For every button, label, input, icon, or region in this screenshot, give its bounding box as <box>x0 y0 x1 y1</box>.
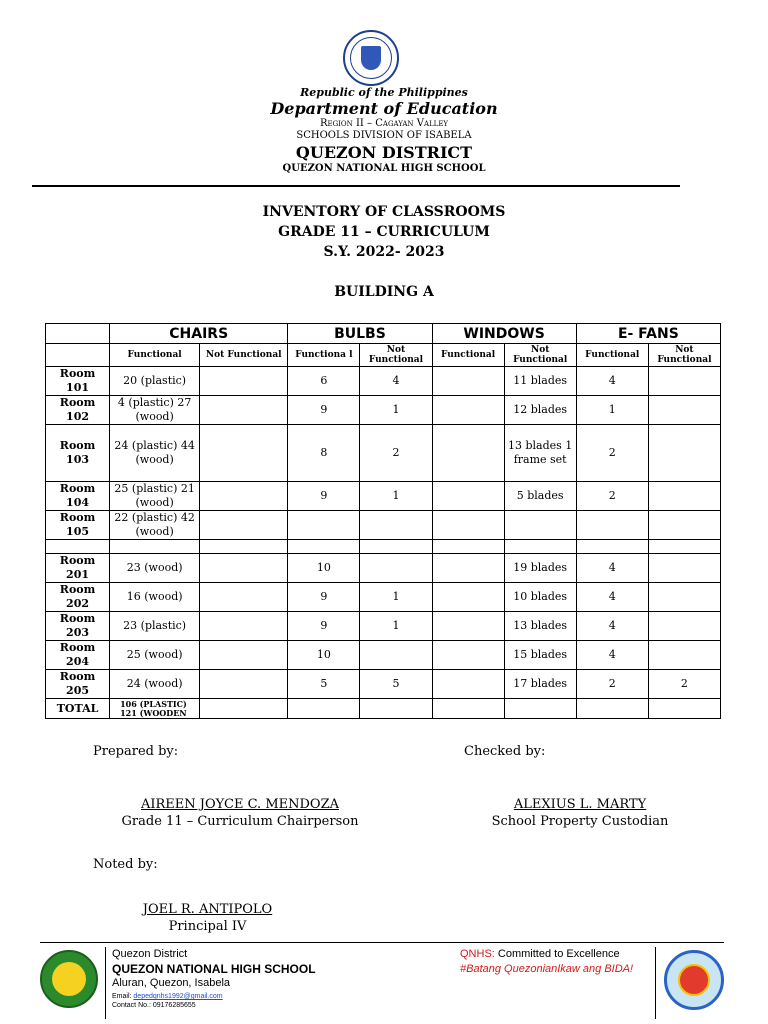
table-row <box>46 540 721 554</box>
sub-header: Not Functional <box>504 344 576 367</box>
room-cell: Room 103 <box>46 425 110 482</box>
table-row <box>46 641 721 670</box>
table-cell: 1 <box>360 612 432 641</box>
table-cell <box>360 641 432 670</box>
table-cell: 5 <box>288 670 360 699</box>
prepared-label: Prepared by: <box>93 744 179 759</box>
table-cell: 6 <box>288 367 360 396</box>
group-header-row <box>46 324 721 344</box>
table-cell <box>648 699 720 719</box>
table-cell <box>576 540 648 554</box>
footer-divider-right <box>655 947 656 1019</box>
table-cell: 5 blades <box>504 482 576 511</box>
table-cell <box>504 540 576 554</box>
checker-name: ALEXIUS L. MARTY <box>513 797 647 812</box>
table-cell <box>200 612 288 641</box>
table-cell: 10 <box>288 641 360 670</box>
footer-district: Quezon District <box>112 948 188 960</box>
footer-email-line <box>112 993 223 1000</box>
footer-school: QUEZON NATIONAL HIGH SCHOOL <box>112 962 316 976</box>
table-cell <box>200 367 288 396</box>
footer-divider-left <box>105 947 106 1019</box>
table-cell <box>648 425 720 482</box>
table-cell <box>648 367 720 396</box>
noter-name: JOEL R. ANTIPOLO <box>142 902 273 917</box>
checker-title: School Property Custodian <box>491 814 669 829</box>
table-cell <box>432 699 504 719</box>
table-cell: 1 <box>360 482 432 511</box>
doc-title-1: INVENTORY OF CLASSROOMS <box>262 204 506 220</box>
table-cell <box>200 641 288 670</box>
school-name: QUEZON NATIONAL HIGH SCHOOL <box>282 163 486 174</box>
doc-title-2: GRADE 11 – CURRICULUM <box>278 224 490 240</box>
table-cell <box>200 583 288 612</box>
table-cell: 20 (plastic) <box>110 367 200 396</box>
sub-header: Not Functional <box>648 344 720 367</box>
windows-header: WINDOWS <box>432 324 576 344</box>
table-cell: 19 blades <box>504 554 576 583</box>
sub-header: Not Functional <box>360 344 432 367</box>
table-cell <box>648 641 720 670</box>
table-row <box>46 367 721 396</box>
table-cell <box>432 583 504 612</box>
table-cell <box>648 482 720 511</box>
room-cell: Room 104 <box>46 482 110 511</box>
bida-logo-icon <box>664 950 724 1010</box>
table-cell <box>432 482 504 511</box>
table-cell: 16 (wood) <box>110 583 200 612</box>
table-cell <box>432 511 504 540</box>
table-cell <box>200 482 288 511</box>
region-line: Region II – Cagayan Valley <box>319 118 449 129</box>
table-cell <box>360 554 432 583</box>
room-cell: Room 102 <box>46 396 110 425</box>
table-cell <box>648 540 720 554</box>
noter-title: Principal IV <box>168 919 247 934</box>
table-cell <box>432 554 504 583</box>
doc-title-3: S.Y. 2022- 2023 <box>323 244 445 260</box>
table-row <box>46 670 721 699</box>
table-cell <box>200 511 288 540</box>
table-cell: 25 (plastic) 21 (wood) <box>110 482 200 511</box>
table-cell: 2 <box>576 670 648 699</box>
motto-prefix: QNHS: <box>460 948 495 960</box>
table-cell <box>288 540 360 554</box>
table-cell <box>576 511 648 540</box>
table-cell: 24 (wood) <box>110 670 200 699</box>
room-cell <box>46 540 110 554</box>
department-name: Department of Education <box>270 99 498 118</box>
table-cell: 22 (plastic) 42 (wood) <box>110 511 200 540</box>
table-cell: 25 (wood) <box>110 641 200 670</box>
email-label: Email: <box>112 993 132 1000</box>
sub-header: Functional <box>576 344 648 367</box>
table-cell <box>360 540 432 554</box>
room-cell: Room 203 <box>46 612 110 641</box>
table-row <box>46 612 721 641</box>
table-cell <box>432 425 504 482</box>
footer-address: Aluran, Quezon, Isabela <box>112 977 231 989</box>
table-row <box>46 482 721 511</box>
table-cell <box>360 511 432 540</box>
table-cell <box>648 583 720 612</box>
table-cell: 2 <box>360 425 432 482</box>
total-row <box>46 699 721 719</box>
table-cell: 12 blades <box>504 396 576 425</box>
table-cell: 4 <box>576 641 648 670</box>
sub-header: Functional <box>432 344 504 367</box>
table-cell <box>432 670 504 699</box>
table-cell: 23 (plastic) <box>110 612 200 641</box>
table-cell: 13 blades <box>504 612 576 641</box>
room-cell: Room 201 <box>46 554 110 583</box>
table-cell: 2 <box>576 482 648 511</box>
email-link[interactable]: depedqnhs1992@gmail.com <box>133 993 223 1000</box>
table-cell <box>576 699 648 719</box>
room-cell: Room 202 <box>46 583 110 612</box>
checked-label: Checked by: <box>464 744 546 759</box>
total-label: TOTAL <box>46 699 110 719</box>
table-cell <box>648 554 720 583</box>
table-cell: 17 blades <box>504 670 576 699</box>
table-cell <box>648 396 720 425</box>
chairs-header: CHAIRS <box>110 324 288 344</box>
table-cell: 2 <box>648 670 720 699</box>
table-cell: 10 <box>288 554 360 583</box>
inventory-table <box>45 323 721 719</box>
table-cell: 1 <box>360 583 432 612</box>
school-logo-icon <box>40 950 98 1008</box>
preparer-title: Grade 11 – Curriculum Chairperson <box>121 814 359 829</box>
sub-header-row <box>46 344 721 367</box>
footer-hashtag: #Batang QuezonianIkaw ang BIDA! <box>460 963 634 975</box>
table-row <box>46 396 721 425</box>
noted-label: Noted by: <box>93 857 158 872</box>
deped-seal-icon <box>343 30 399 86</box>
room-cell: Room 101 <box>46 367 110 396</box>
table-cell: 4 <box>576 612 648 641</box>
footer-contact: Contact No.: 09176285655 <box>112 1002 196 1009</box>
table-cell: 11 blades <box>504 367 576 396</box>
table-cell: 9 <box>288 396 360 425</box>
table-cell <box>200 554 288 583</box>
corner-cell <box>46 324 110 344</box>
motto-text: Committed to Excellence <box>497 948 620 960</box>
efans-header: E- FANS <box>576 324 720 344</box>
footer-motto <box>460 948 620 960</box>
table-cell <box>648 612 720 641</box>
table-row <box>46 511 721 540</box>
sub-header: Functiona l <box>288 344 360 367</box>
table-cell <box>432 396 504 425</box>
building-label: BUILDING A <box>334 284 434 300</box>
table-cell <box>200 540 288 554</box>
table-cell: 1 <box>576 396 648 425</box>
table-cell: 4 <box>576 554 648 583</box>
total-chairs-functional: 106 (PLASTIC) 121 (WOODEN <box>110 699 200 719</box>
table-cell <box>648 511 720 540</box>
room-cell: Room 205 <box>46 670 110 699</box>
district-name: QUEZON DISTRICT <box>295 143 473 162</box>
table-cell <box>288 511 360 540</box>
table-cell: 8 <box>288 425 360 482</box>
table-row <box>46 583 721 612</box>
table-cell: 9 <box>288 612 360 641</box>
table-cell: 10 blades <box>504 583 576 612</box>
table-cell: 13 blades 1 frame set <box>504 425 576 482</box>
table-cell <box>200 699 288 719</box>
republic-line: Republic of the Philippines <box>300 86 468 99</box>
table-cell: 23 (wood) <box>110 554 200 583</box>
header-divider <box>32 185 680 187</box>
table-cell: 5 <box>360 670 432 699</box>
corner-cell <box>46 344 110 367</box>
table-cell <box>432 367 504 396</box>
sub-header: Functional <box>110 344 200 367</box>
table-cell <box>110 540 200 554</box>
table-cell <box>288 699 360 719</box>
inventory-body <box>46 367 721 699</box>
table-cell <box>504 699 576 719</box>
room-cell: Room 204 <box>46 641 110 670</box>
preparer-name: AIREEN JOYCE C. MENDOZA <box>140 797 339 812</box>
division-line: SCHOOLS DIVISION OF ISABELA <box>296 130 472 141</box>
table-cell <box>504 511 576 540</box>
table-row <box>46 425 721 482</box>
table-cell: 2 <box>576 425 648 482</box>
table-cell: 4 <box>576 367 648 396</box>
table-row <box>46 554 721 583</box>
table-cell <box>432 540 504 554</box>
bulbs-header: BULBS <box>288 324 432 344</box>
table-cell: 24 (plastic) 44 (wood) <box>110 425 200 482</box>
table-cell <box>200 396 288 425</box>
table-cell: 9 <box>288 583 360 612</box>
table-cell: 4 <box>360 367 432 396</box>
sub-header: Not Functional <box>200 344 288 367</box>
table-cell: 1 <box>360 396 432 425</box>
table-cell: 15 blades <box>504 641 576 670</box>
table-cell: 4 (plastic) 27 (wood) <box>110 396 200 425</box>
table-cell <box>432 612 504 641</box>
room-cell: Room 105 <box>46 511 110 540</box>
table-cell <box>432 641 504 670</box>
table-cell <box>360 699 432 719</box>
table-cell <box>200 670 288 699</box>
table-cell: 4 <box>576 583 648 612</box>
table-cell <box>200 425 288 482</box>
table-cell: 9 <box>288 482 360 511</box>
